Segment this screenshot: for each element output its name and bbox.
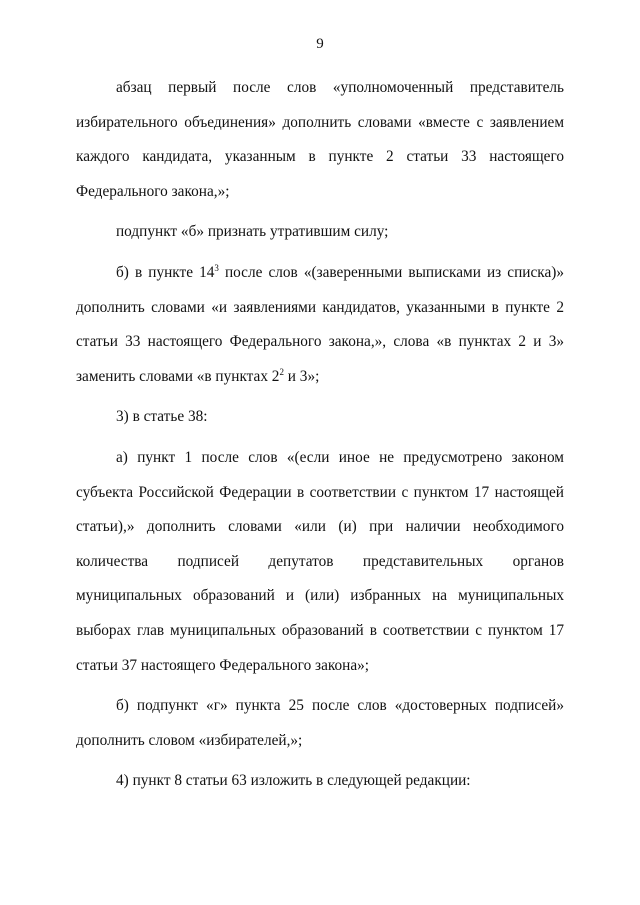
text-line: муниципальных образований и (или) избранных на муниципальных: [76, 587, 564, 605]
paragraph-3: [76, 256, 564, 394]
text-line: абзац первый после слов «уполномоченный представитель: [116, 79, 564, 96]
text-line: 3) в статье 38:: [116, 408, 208, 426]
text-segment: после слов «(заверенными выписками из списка)»: [218, 263, 564, 281]
paragraph-7: [76, 764, 564, 799]
text-line: выборах глав муниципальных образований в соответствии с пунктом 17: [76, 621, 564, 639]
text-line: дополнить словом «избирателей,»;: [76, 731, 303, 749]
page-number: 9: [316, 36, 324, 52]
document-body: [76, 71, 564, 799]
text-line: а) пункт 1 после слов «(если иное не предусмотрено законом: [116, 448, 564, 466]
paragraph-5: [76, 441, 564, 683]
superscript: 3: [214, 262, 219, 273]
text-line: субъекта Российской Федерации в соответствии с пунктом 17 настоящей: [76, 483, 564, 501]
paragraph-4: [76, 400, 564, 435]
text-line: избирательного объединения» дополнить словами «вместе с заявлением: [76, 113, 564, 131]
text-line: [76, 256, 564, 291]
paragraph-2: [76, 215, 564, 250]
text-segment: и 3»;: [283, 367, 320, 385]
superscript: 2: [279, 366, 284, 377]
text-line: статьи 33 настоящего Федерального закона,», слова «в пунктах 2 и 3»: [76, 333, 564, 351]
text-segment: б) в пункте 14: [116, 263, 215, 281]
text-line: Федерального закона,»;: [76, 182, 230, 200]
text-line: количества подписей депутатов представительных органов: [76, 552, 564, 570]
text-line: 4) пункт 8 статьи 63 изложить в следующей редакции:: [116, 772, 471, 790]
text-line: [76, 360, 564, 395]
paragraph-6: [76, 689, 564, 758]
text-line: каждого кандидата, указанным в пункте 2 статьи 33 настоящего: [76, 148, 564, 166]
text-segment: заменить словами «в пунктах 2: [76, 367, 280, 385]
paragraph-1: [76, 71, 564, 209]
text-line: б) подпункт «г» пункта 25 после слов «достоверных подписей»: [116, 697, 564, 715]
text-line: дополнить словами «и заявлениями кандидатов, указанными в пункте 2: [76, 298, 564, 316]
text-line: статьи 37 настоящего Федерального закона»;: [76, 656, 370, 674]
text-line: статьи),» дополнить словами «или (и) при наличии необходимого: [76, 518, 564, 536]
text-line: подпункт «б» признать утратившим силу;: [116, 223, 389, 241]
